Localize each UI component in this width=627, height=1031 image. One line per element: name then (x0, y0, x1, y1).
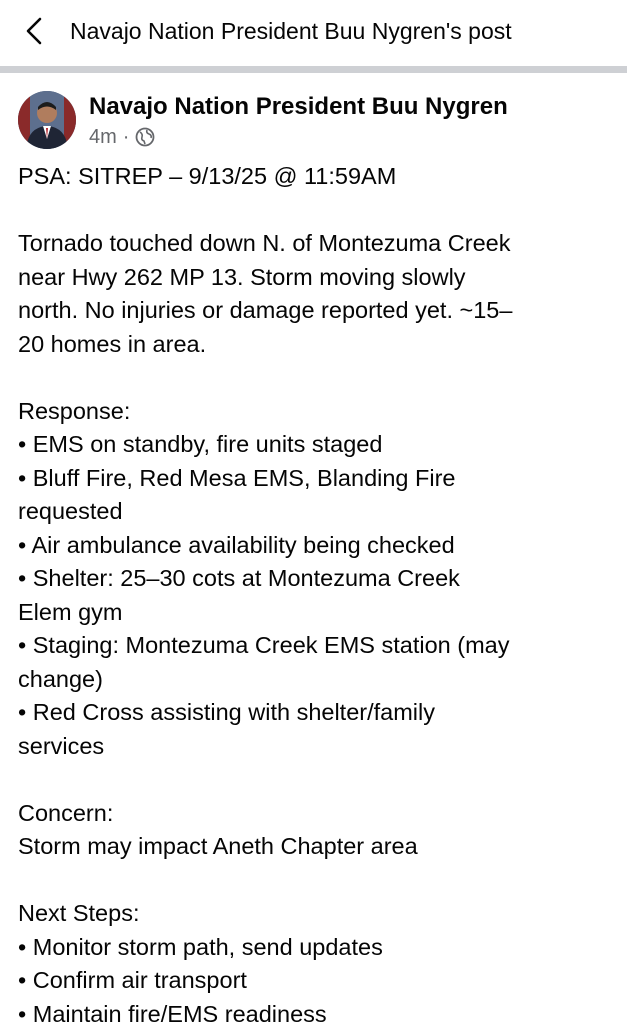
paragraph-gap (18, 194, 618, 228)
post-text-line: services (18, 730, 618, 764)
post-text-line: PSA: SITREP – 9/13/25 @ 11:59AM (18, 160, 618, 194)
post-text-line: north. No injuries or damage reported yet. ~15– (18, 294, 618, 328)
post-author[interactable]: Navajo Nation President Buu Nygren (89, 92, 508, 122)
post-text-line: 20 homes in area. (18, 328, 618, 362)
post-text-line: Next Steps: (18, 897, 618, 931)
post-text-line: Storm may impact Aneth Chapter area (18, 830, 618, 864)
top-bar (0, 0, 627, 66)
chevron-left-icon (18, 14, 52, 48)
post-text-line: • Confirm air transport (18, 964, 618, 998)
post-text-line: Elem gym (18, 596, 618, 630)
post-text-line: • Red Cross assisting with shelter/family (18, 696, 618, 730)
back-button[interactable] (18, 14, 52, 48)
post-text-line: • Monitor storm path, send updates (18, 931, 618, 965)
post-text-line: Concern: (18, 797, 618, 831)
post-text-line: requested (18, 495, 618, 529)
post-text-line: • Shelter: 25–30 cots at Montezuma Creek (18, 562, 618, 596)
post-text-line: Tornado touched down N. of Montezuma Creek (18, 227, 618, 261)
page-title: Navajo Nation President Buu Nygren's post (70, 16, 512, 46)
globe-icon (135, 127, 155, 147)
header-divider (0, 66, 627, 73)
paragraph-gap (18, 361, 618, 395)
paragraph-gap (18, 864, 618, 898)
post-text-line: • Staging: Montezuma Creek EMS station (may (18, 629, 618, 663)
meta-separator: · (123, 126, 130, 149)
post-text-line: Response: (18, 395, 618, 429)
post-body (18, 160, 618, 1031)
post-meta (89, 124, 155, 150)
paragraph-gap (18, 763, 618, 797)
post-timestamp[interactable]: 4m (89, 126, 117, 149)
post-text-line: • Bluff Fire, Red Mesa EMS, Blanding Fire (18, 462, 618, 496)
post-text-line: • EMS on standby, fire units staged (18, 428, 618, 462)
avatar[interactable] (18, 91, 76, 149)
post-text-line: • Maintain fire/EMS readiness (18, 998, 618, 1031)
post-text-line: change) (18, 663, 618, 697)
post-text-line: near Hwy 262 MP 13. Storm moving slowly (18, 261, 618, 295)
post-text-line: • Air ambulance availability being checked (18, 529, 618, 563)
profile-photo-icon (18, 91, 76, 149)
